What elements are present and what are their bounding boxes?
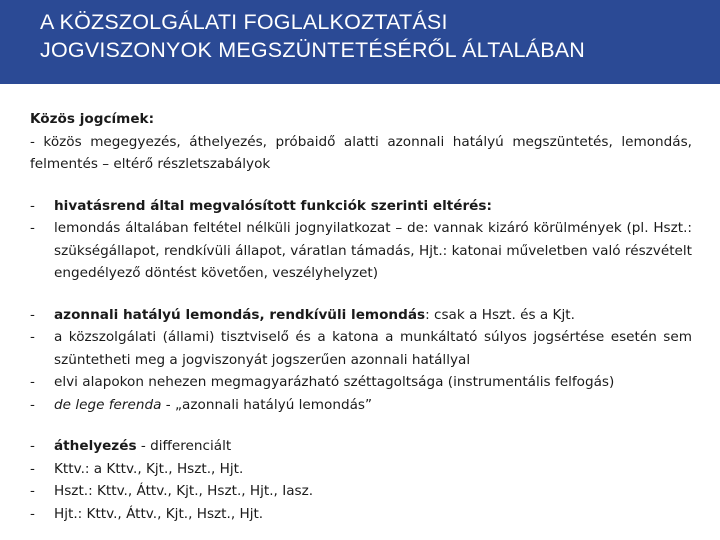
bullet-dash: - [30, 306, 35, 323]
list-item-text: Hszt.: Kttv., Áttv., Kjt., Hszt., Hjt., Iasz. [54, 483, 314, 499]
list-item-text: elvi alapokon nehezen megmagyarázható széttagoltsága (instrumentális felfogás) [54, 374, 615, 390]
list-item [30, 480, 692, 503]
bullet-dash: - [30, 483, 35, 499]
list-item [30, 217, 692, 285]
bullet-dash: - [30, 374, 35, 390]
intro-heading: Közös jogcímek: [30, 111, 155, 127]
list-item-bold: áthelyezés [54, 438, 137, 454]
bullet-dash: - [30, 329, 35, 345]
list-item-text: a közszolgálati (állami) tisztviselő és a katona a munkáltató súlyos jogsértése esetén sem szüntetheti meg a jogviszonyát jogszerűen azonnali hatállyal [54, 329, 692, 368]
list-item [30, 326, 692, 371]
bullet-dash: - [30, 396, 35, 413]
bullet-dash: - [30, 460, 35, 477]
list-item-text: - „azonnali hatályú lemondás” [161, 396, 373, 413]
list-item-text: hivatásrend által megvalósított funkciók szerinti eltérés: [54, 197, 492, 214]
list-item-text: - differenciált [136, 438, 232, 454]
list-item [30, 394, 692, 417]
intro-text: - közös megegyezés, áthelyezés, próbaidő alatti azonnali hatályú megszüntetés, lemondás, felmentés – eltérő részletszabályok [30, 133, 692, 172]
list-item [30, 304, 692, 327]
list-item [30, 435, 692, 458]
list-item [30, 371, 692, 394]
title-bar [0, 0, 720, 84]
bullet-dash: - [30, 220, 35, 236]
slide-title-line-2: JOGVISZONYOK MEGSZÜNTETÉSÉRŐL ÁLTALÁBAN [40, 38, 586, 62]
list-item-italic: de lege ferenda [54, 396, 162, 413]
list-item [30, 195, 692, 218]
bullet-dash: - [30, 505, 35, 522]
list-item-text: lemondás általában feltétel nélküli jognyilatkozat – de: vannak kizáró körülmények (pl. Hszt.: szükségállapot, rendkívüli állapot, váratlan támadás, Hjt.: katonai műveletben való részvételt engedélyező döntést követően, veszélyhelyzet) [54, 220, 692, 281]
list-item-text: : csak a Hszt. és a Kjt. [425, 306, 575, 323]
slide-body [30, 108, 692, 525]
list-item [30, 458, 692, 481]
list-item-text: Kttv.: a Kttv., Kjt., Hszt., Hjt. [54, 460, 244, 477]
slide-title-line-1: A KÖZSZOLGÁLATI FOGLALKOZTATÁSI [40, 10, 448, 34]
list-item-bold: azonnali hatályú lemondás, rendkívüli lemondás [54, 306, 426, 323]
slide-title [40, 8, 585, 64]
list-item-text: Hjt.: Kttv., Áttv., Kjt., Hszt., Hjt. [54, 505, 264, 522]
bullet-dash: - [30, 197, 35, 214]
list-item [30, 503, 692, 526]
bullet-dash: - [30, 438, 35, 454]
